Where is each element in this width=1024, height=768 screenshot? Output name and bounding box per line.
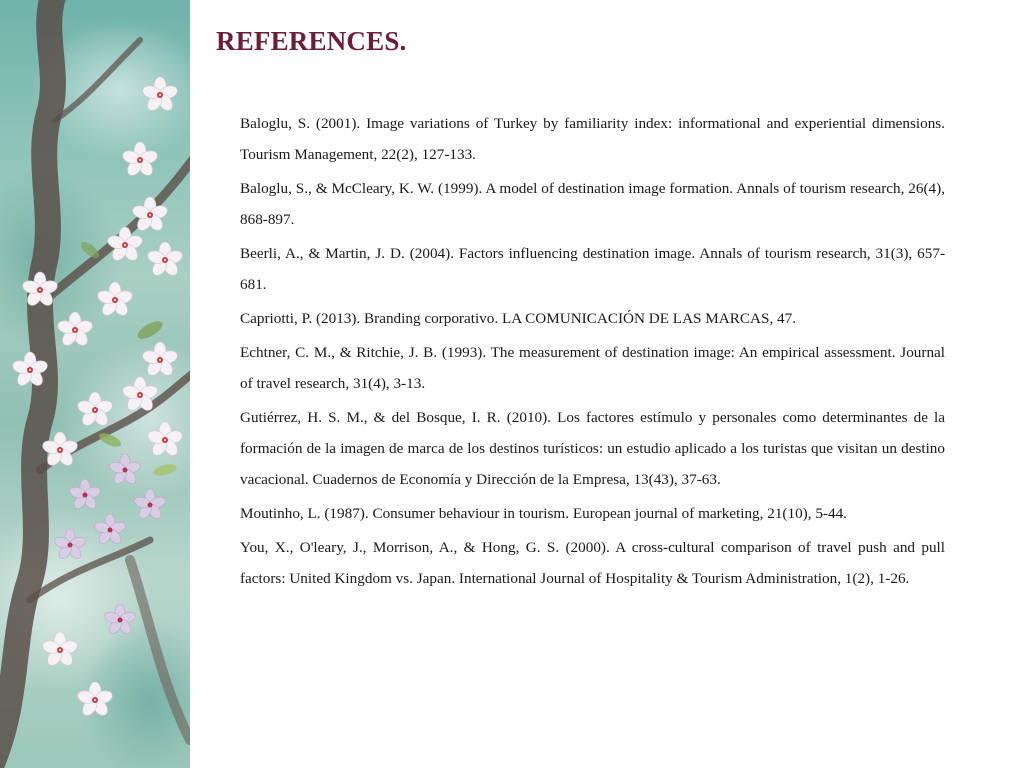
reference-item: Moutinho, L. (1987). Consumer behaviour in tourism. European journal of marketing, 21(10), 5-44.	[240, 505, 847, 522]
reference-item: Baloglu, S. (2001). Image variations of Turkey by familiarity index: informational and experiential dimensions. Tourism Management, 22(2), 127-133.	[240, 115, 945, 163]
reference-item: Gutiérrez, H. S. M., & del Bosque, I. R. (2010). Los factores estímulo y personales como determinantes de la formación de la imagen de marca de los destinos turísticos: un estudio aplicado a los turistas que visitan un destino vacacional. Cuadernos de Economía y Dirección de la Empresa, 13(43), 37-63.	[240, 409, 945, 488]
reference-item: Beerli, A., & Martin, J. D. (2004). Factors influencing destination image. Annals of tourism research, 31(3), 657-681.	[240, 245, 945, 293]
reference-list	[240, 108, 945, 597]
reference-item: You, X., O'leary, J., Morrison, A., & Hong, G. S. (2000). A cross-cultural comparison of travel push and pull factors: United Kingdom vs. Japan. International Journal of Hospitality & Tourism Administration, 1(2), 1-26.	[240, 539, 945, 587]
reference-item: Baloglu, S., & McCleary, K. W. (1999). A model of destination image formation. Annals of tourism research, 26(4), 868-897.	[240, 180, 945, 228]
reference-item: Capriotti, P. (2013). Branding corporativo. LA COMUNICACIÓN DE LAS MARCAS, 47.	[240, 310, 797, 327]
page-title: REFERENCES.	[216, 26, 407, 56]
cherry-blossom-watercolor-icon	[0, 0, 190, 768]
reference-item: Echtner, C. M., & Ritchie, J. B. (1993). The measurement of destination image: An empirical assessment. Journal of travel research, 31(4), 3-13.	[240, 344, 945, 392]
